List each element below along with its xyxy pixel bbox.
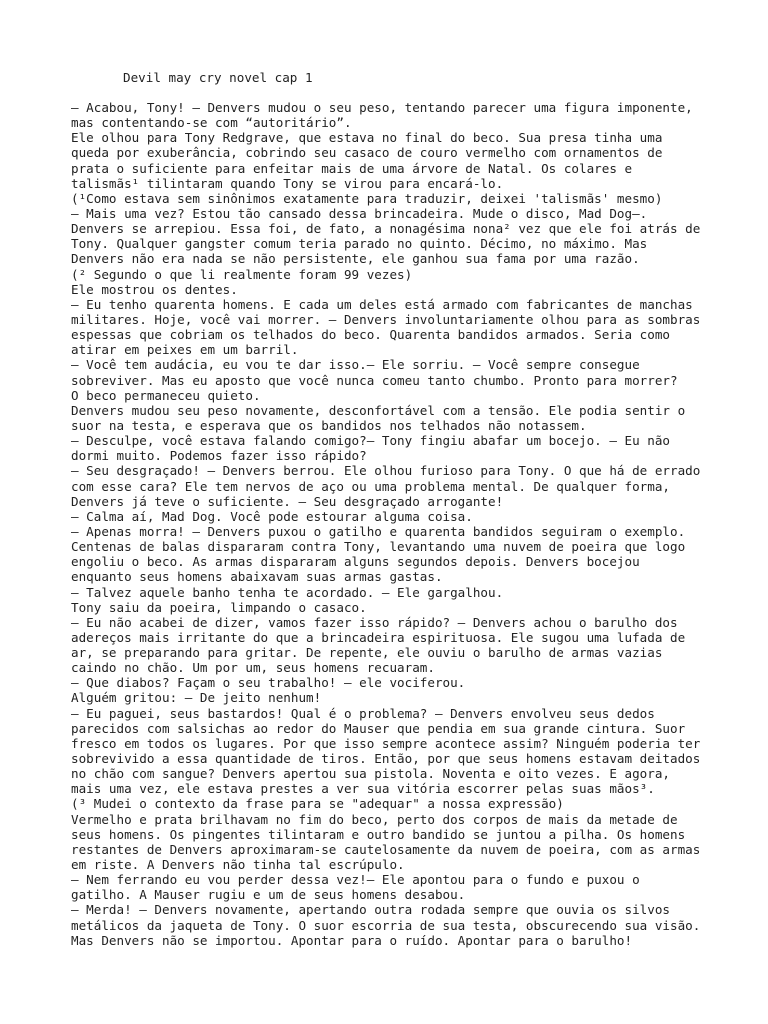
text-line: gatilho. A Mauser rugiu e um de seus homens desabou. <box>71 887 466 903</box>
text-line: — Eu não acabei de dizer, vamos fazer isso rápido? — Denvers achou o barulho dos <box>71 614 678 630</box>
text-line: mais uma vez, ele estava prestes a ver sua vitória escorrer pelas suas mãos³. <box>71 781 655 797</box>
text-line: Denvers já teve o suficiente. — Seu desgraçado arrogante! <box>71 493 504 509</box>
text-line: com esse cara? Ele tem nervos de aço ou uma problema mental. De qualquer forma, <box>71 478 670 494</box>
text-line: — Talvez aquele banho tenha te acordado. — Ele gargalhou. <box>71 584 504 600</box>
text-line: Vermelho e prata brilhavam no fim do beco, perto dos corpos de mais da metade de <box>71 811 678 827</box>
text-line: ar, se preparando para gritar. De repente, ele ouviu o barulho de armas vazias <box>71 645 663 661</box>
text-line: enquanto seus homens abaixavam suas armas gastas. <box>71 569 443 585</box>
text-line: mas contentando-se com “autoritário”. <box>71 115 352 131</box>
document-page <box>71 70 761 948</box>
text-line: suor na testa, e esperava que os bandidos nos telhados não notassem. <box>71 417 587 433</box>
document-title: Devil may cry novel cap 1 <box>123 70 313 85</box>
text-line: espessas que cobriam os telhados do beco. Quarenta bandidos armados. Seria como <box>71 327 670 343</box>
text-line: Ele olhou para Tony Redgrave, que estava no final do beco. Sua presa tinha uma <box>71 130 663 146</box>
text-line: Denvers mudou seu peso novamente, desconfortável com a tensão. Ele podia sentir o <box>71 402 686 418</box>
text-line: — Mais uma vez? Estou tão cansado dessa brincadeira. Mude o disco, Mad Dog—. <box>71 205 648 221</box>
text-line: engoliu o beco. As armas dispararam alguns segundos depois. Denvers bocejou <box>71 554 640 570</box>
text-line: sobreviver. Mas eu aposto que você nunca comeu tanto chumbo. Pronto para morrer? <box>71 372 678 388</box>
text-line: restantes de Denvers aproximaram-se cautelosamente da nuvem de poeira, com as armas <box>71 841 701 857</box>
text-line: militares. Hoje, você vai morrer. — Denvers involuntariamente olhou para as sombras <box>71 311 701 327</box>
text-line: — Você tem audácia, eu vou te dar isso.— Ele sorriu. — Você sempre consegue <box>71 357 640 373</box>
text-line: no chão com sangue? Denvers apertou sua pistola. Noventa e oito vezes. E agora, <box>71 766 670 782</box>
text-line: parecidos com salsichas ao redor do Mauser que pendia em sua grande cintura. Suor <box>71 720 686 736</box>
text-line: Ele mostrou os dentes. <box>71 281 238 297</box>
text-line: (³ Mudei o contexto da frase para se "adequar" a nossa expressão) <box>71 796 564 812</box>
text-line: (² Segundo o que li realmente foram 99 vezes) <box>71 266 413 282</box>
text-line: Denvers se arrepiou. Essa foi, de fato, a nonagésima nona² vez que ele foi atrás de <box>71 221 701 237</box>
text-line: (¹Como estava sem sinônimos exatamente para traduzir, deixei 'talismãs' mesmo) <box>71 190 663 206</box>
text-line: Denvers não era nada se não persistente, ele ganhou sua fama por uma razão. <box>71 251 640 267</box>
document-body <box>71 100 761 948</box>
text-line: prata o suficiente para enfeitar mais de uma árvore de Natal. Os colares e <box>71 160 633 176</box>
text-line: dormi muito. Podemos fazer isso rápido? <box>71 448 367 464</box>
text-line: Centenas de balas dispararam contra Tony, levantando uma nuvem de poeira que logo <box>71 539 686 555</box>
text-line: — Apenas morra! — Denvers puxou o gatilho e quarenta bandidos seguiram o exemplo. <box>71 523 686 539</box>
text-line: — Seu desgraçado! — Denvers berrou. Ele olhou furioso para Tony. O que há de errado <box>71 463 701 479</box>
text-line: — Nem ferrando eu vou perder dessa vez!— Ele apontou para o fundo e puxou o <box>71 872 640 888</box>
text-line: sobrevivido a essa quantidade de tiros. Então, por que seus homens estavam deitados <box>71 751 701 767</box>
text-line: fresco em todos os lugares. Por que isso sempre acontece assim? Ninguém poderia ter <box>71 735 701 751</box>
text-line: — Eu paguei, seus bastardos! Qual é o problema? — Denvers envolveu seus dedos <box>71 705 655 721</box>
text-line: — Desculpe, você estava falando comigo?— Tony fingiu abafar um bocejo. — Eu não <box>71 433 670 449</box>
text-line: metálicos da jaqueta de Tony. O suor escorria de sua testa, obscurecendo sua visão. <box>71 917 701 933</box>
text-line: O beco permaneceu quieto. <box>71 387 261 403</box>
text-line: — Que diabos? Façam o seu trabalho! — ele vociferou. <box>71 675 466 691</box>
text-line: adereços mais irritante do que a brincadeira espirituosa. Ele sugou uma lufada de <box>71 629 686 645</box>
text-line: caindo no chão. Um por um, seus homens recuaram. <box>71 660 435 676</box>
text-line: — Acabou, Tony! — Denvers mudou o seu peso, tentando parecer uma figura imponente, <box>71 100 693 115</box>
text-line: em riste. A Denvers não tinha tal escrúpulo. <box>71 857 405 873</box>
text-line: Tony saiu da poeira, limpando o casaco. <box>71 599 367 615</box>
text-line: talismãs¹ tilintaram quando Tony se virou para encará-lo. <box>71 175 504 191</box>
text-line: Alguém gritou: — De jeito nenhum! <box>71 690 322 706</box>
text-line: — Calma aí, Mad Dog. Você pode estourar alguma coisa. <box>71 508 473 524</box>
text-line: — Merda! — Denvers novamente, apertando outra rodada sempre que ouvia os silvos <box>71 902 670 918</box>
text-line: seus homens. Os pingentes tilintaram e outro bandido se juntou a pilha. Os homens <box>71 826 686 842</box>
text-line: — Eu tenho quarenta homens. E cada um deles está armado com fabricantes de manchas <box>71 296 693 312</box>
text-line: Tony. Qualquer gangster comum teria parado no quinto. Décimo, no máximo. Mas <box>71 236 648 252</box>
text-line: atirar em peixes em um barril. <box>71 342 299 358</box>
text-line: queda por exuberância, cobrindo seu casaco de couro vermelho com ornamentos de <box>71 145 663 161</box>
text-line: Mas Denvers não se importou. Apontar para o ruído. Apontar para o barulho! <box>71 932 633 948</box>
